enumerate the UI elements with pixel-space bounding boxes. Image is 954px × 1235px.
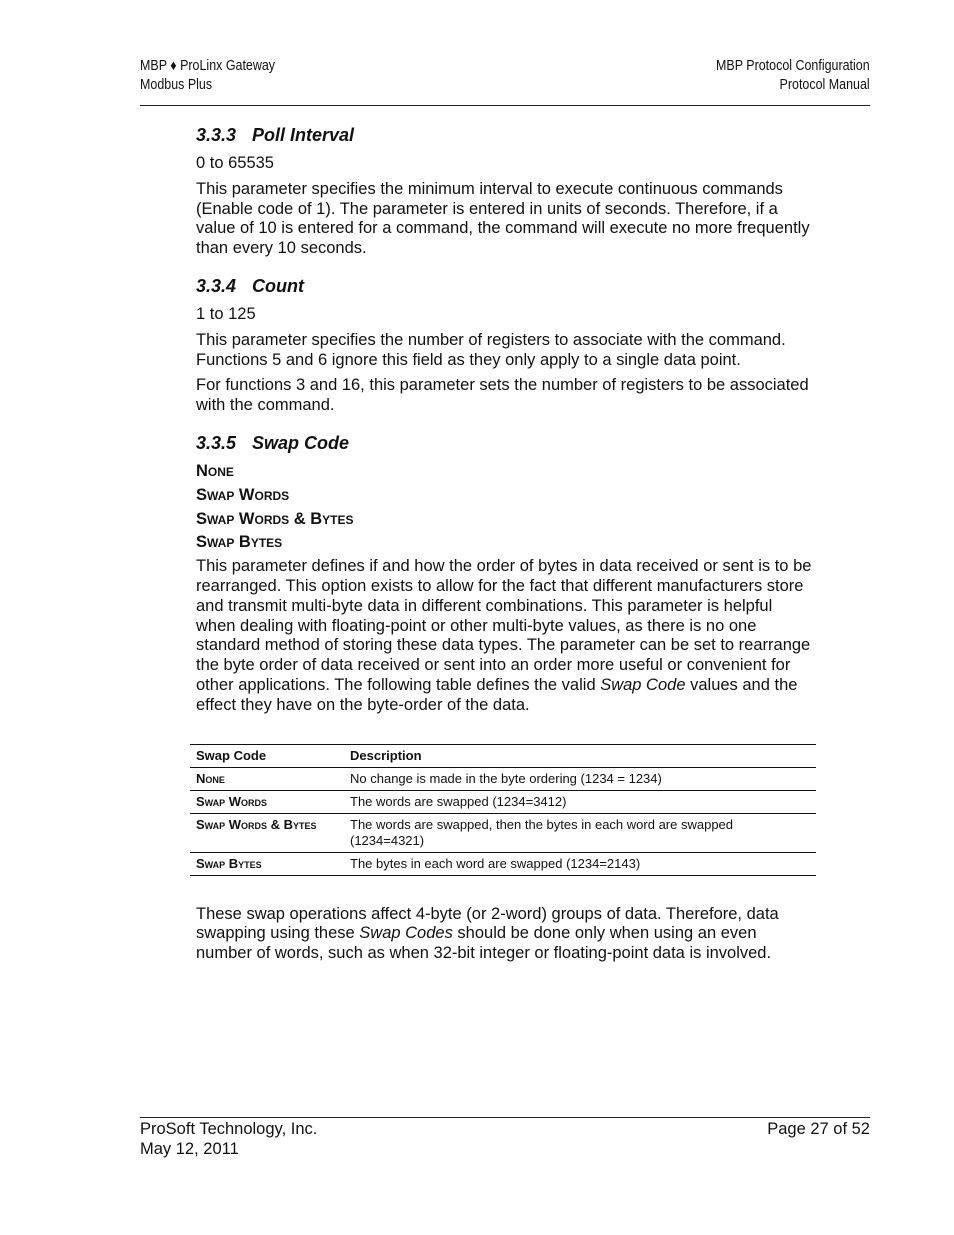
page-footer: [140, 1117, 870, 1158]
swap-code-cell: Swap Bytes: [190, 852, 344, 875]
table-row: [190, 813, 816, 852]
swap-code-cell: Swap Words: [190, 790, 344, 813]
header-left: [140, 57, 275, 95]
column-header: Description: [344, 744, 816, 767]
page-content: [196, 124, 816, 970]
section-swap-code: [196, 432, 816, 964]
value-range: 0 to 65535: [196, 154, 274, 172]
section-heading: 3.3.4 Count: [196, 275, 304, 296]
table-header-row: [190, 744, 816, 767]
description-cell: The words are swapped, then the bytes in each word are swapped (1234=4321): [344, 813, 816, 852]
header-right: [716, 57, 870, 95]
swap-option: Swap Words & Bytes: [196, 509, 354, 528]
description-cell: The bytes in each word are swapped (1234=2143): [344, 852, 816, 875]
swap-option: Swap Bytes: [196, 533, 283, 552]
value-range: 1 to 125: [196, 304, 256, 323]
header-product: MBP ♦ ProLinx Gateway: [140, 58, 276, 74]
paragraph: For functions 3 and 16, this parameter sets the number of registers to be associated with the command.: [196, 376, 809, 415]
header-chapter: MBP Protocol Configuration: [716, 58, 870, 74]
section-heading: 3.3.3 Poll Interval: [196, 125, 355, 145]
footer-date: May 12, 2011: [140, 1139, 239, 1158]
footer-left: [140, 1120, 317, 1159]
table-row: [190, 767, 816, 790]
page-number: Page 27 of 52: [767, 1120, 870, 1138]
swap-option: Swap Words: [196, 485, 290, 504]
description-cell: The words are swapped (1234=3412): [344, 790, 816, 813]
swap-code-table: [190, 744, 816, 876]
paragraph: This parameter specifies the minimum interval to execute continuous commands (Enable code of 1). The parameter is entered in units of seconds. Therefore, if a value of 10 is entered for a command, the command will execute no more frequently than every 10 seconds.: [196, 179, 810, 258]
swap-code-cell: None: [190, 767, 344, 790]
section-count: [196, 275, 816, 416]
header-protocol: Modbus Plus: [140, 77, 213, 93]
column-header: Swap Code: [190, 744, 344, 767]
section-heading: 3.3.5 Swap Code: [196, 432, 350, 453]
section-poll-interval: [196, 124, 816, 259]
page-header: [140, 57, 870, 106]
swap-code-cell: Swap Words & Bytes: [190, 813, 344, 852]
paragraph: These swap operations affect 4-byte (or 2-word) groups of data. Therefore, data swapping using these Swap Codes should be done only when using an even number of words, such as when 32-bit integer or floating-point data is involved.: [196, 904, 779, 963]
paragraph: This parameter defines if and how the order of bytes in data received or sent is to be rearranged. This option exists to allow for the fact that different manufacturers store and transmit multi-byte data in different combinations. This parameter is helpful when dealing with floating-point or other multi-byte values, as there is no one standard method of storing these data types. The parameter can be set to rearrange the byte order of data received or sent into an order more useful or convenient for other applications. The following table defines the valid Swap Code values and the effect they have on the byte-order of the data.: [196, 557, 812, 714]
description-cell: No change is made in the byte ordering (1234 = 1234): [344, 767, 816, 790]
table-row: [190, 790, 816, 813]
table-row: [190, 852, 816, 875]
swap-option: None: [196, 461, 234, 480]
footer-company: ProSoft Technology, Inc.: [140, 1120, 318, 1138]
paragraph: This parameter specifies the number of registers to associate with the command. Functions 5 and 6 ignore this field as they only apply to a single data point.: [196, 330, 786, 369]
header-manual: Protocol Manual: [779, 77, 870, 93]
